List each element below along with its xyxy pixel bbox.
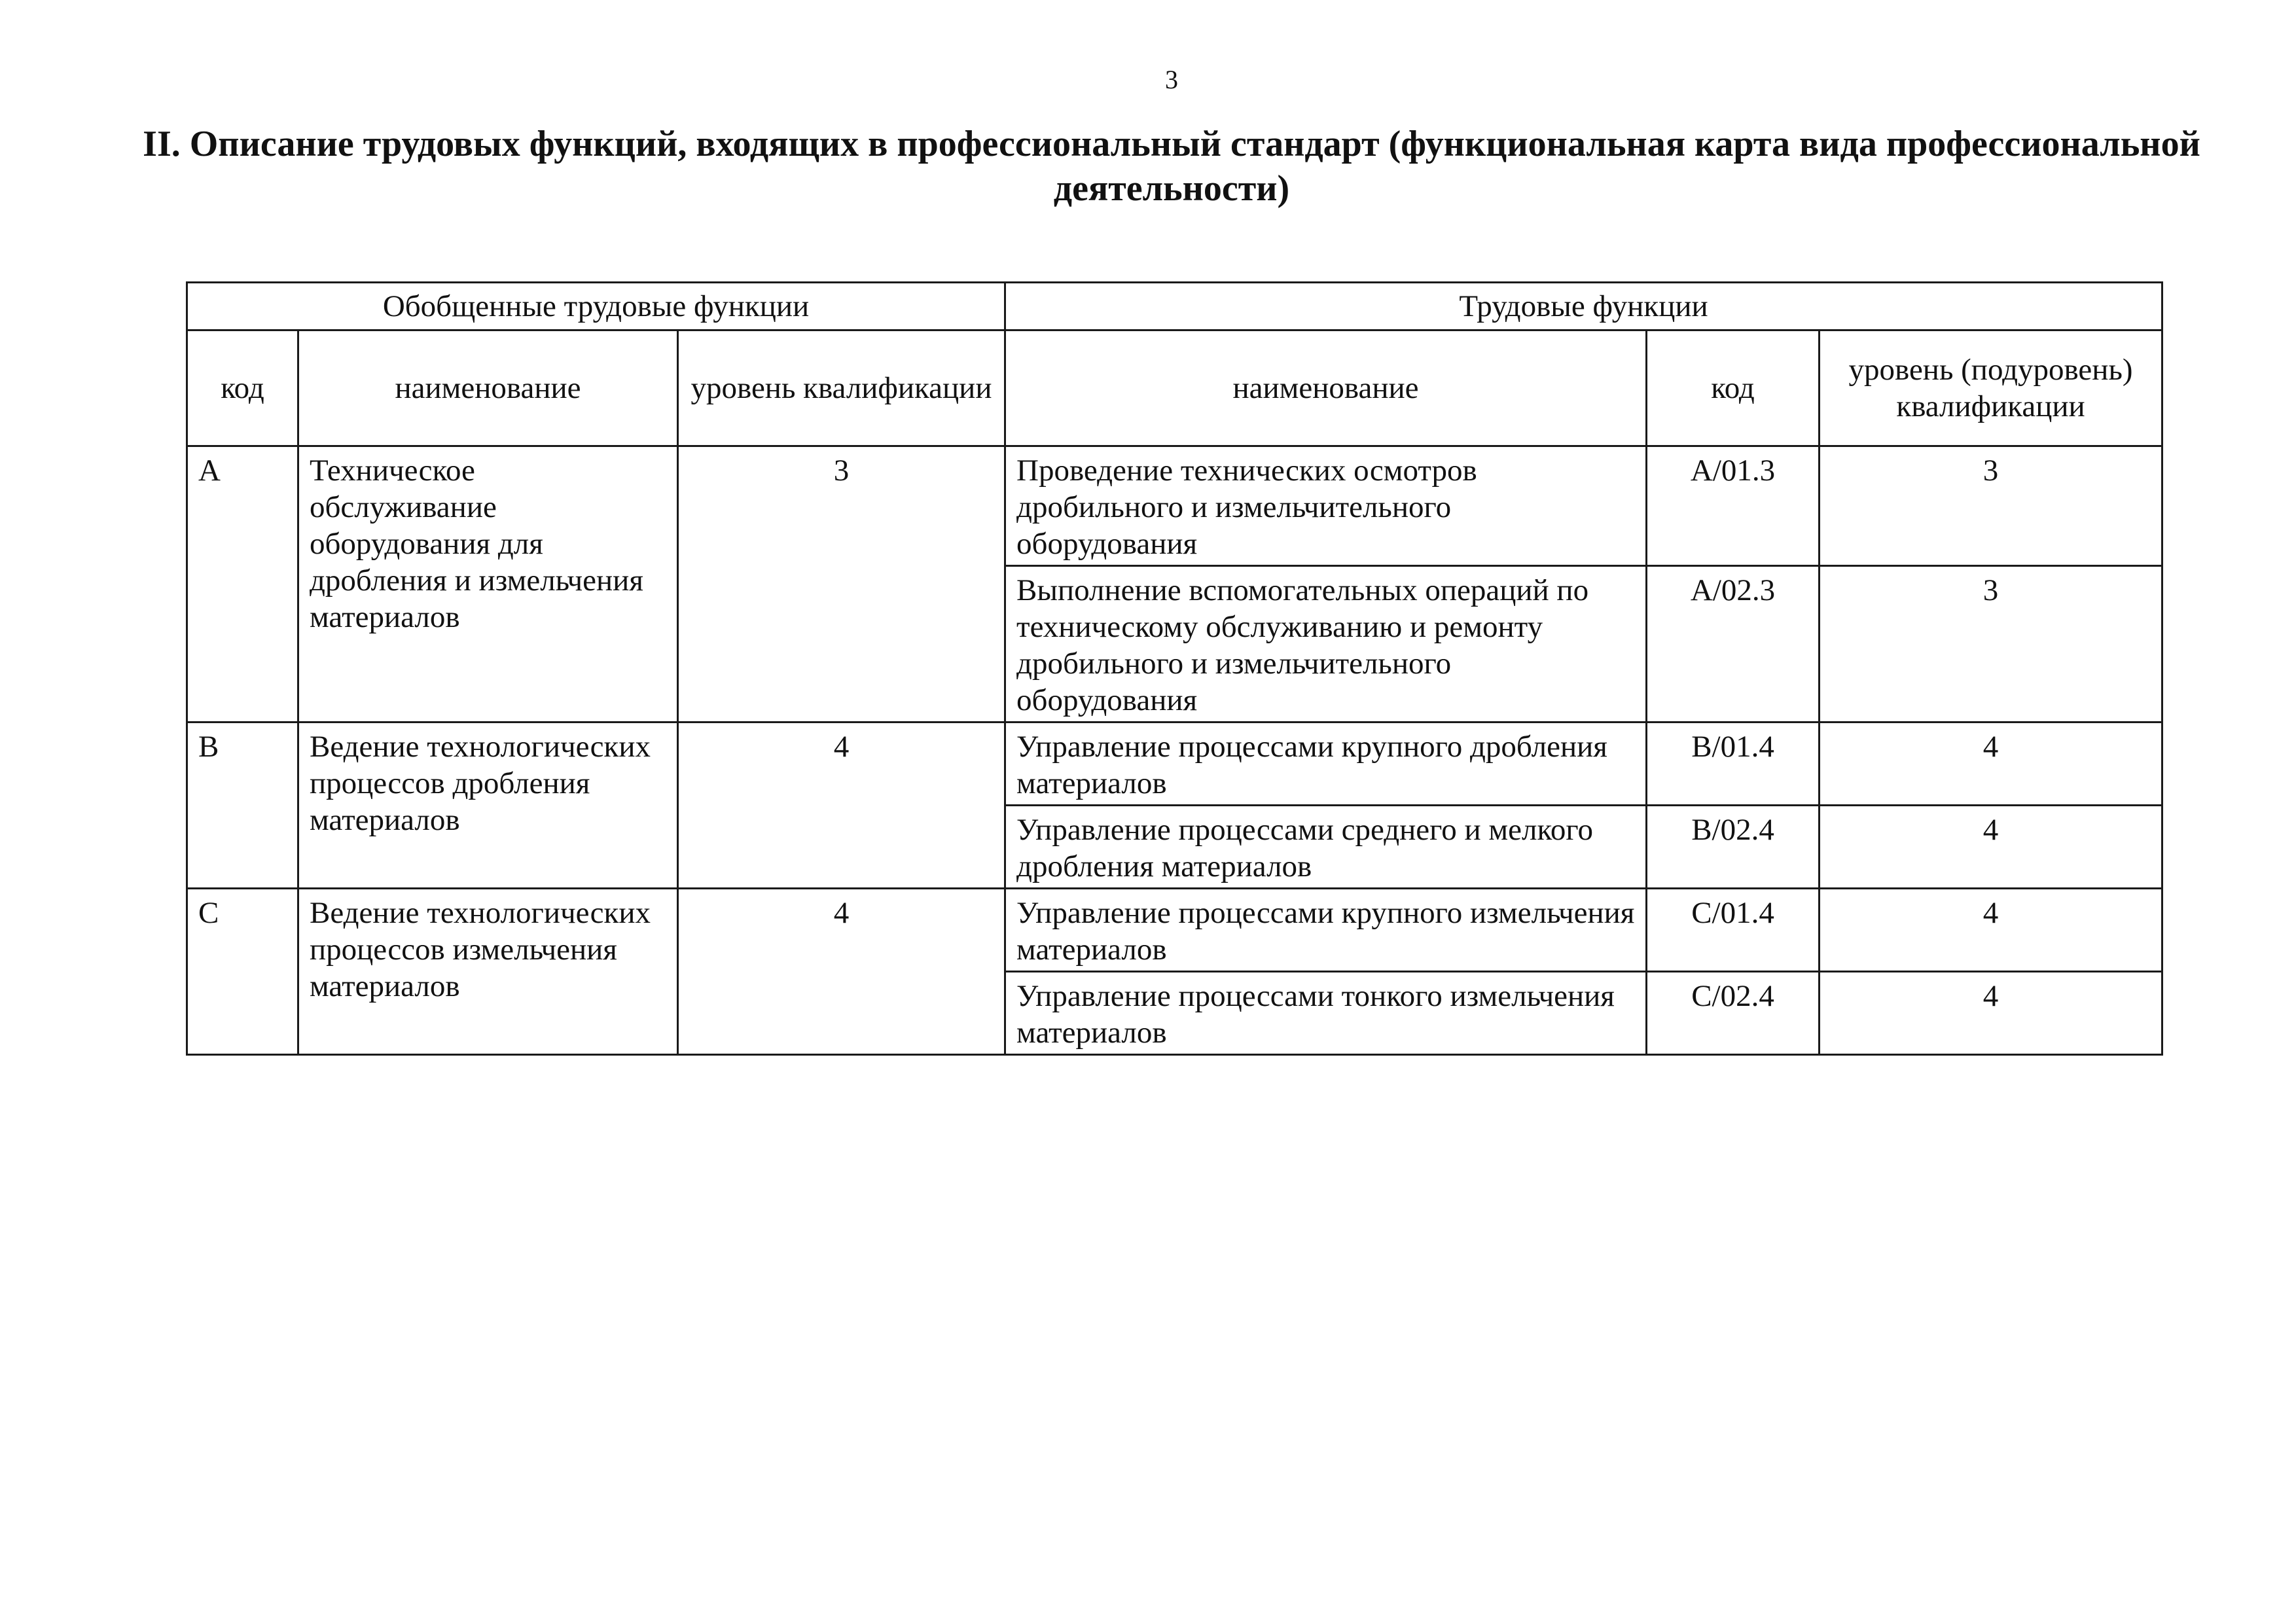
ogf-name-cell: Ведение технологических процессов измельчения материалов bbox=[298, 889, 678, 1055]
tf-code-cell: B/01.4 bbox=[1647, 722, 1820, 806]
table-row bbox=[187, 446, 2162, 566]
col-ogf-code: код bbox=[187, 330, 298, 446]
ogf-name-cell: Ведение технологических процессов дробления материалов bbox=[298, 722, 678, 889]
tf-level-cell: 4 bbox=[1820, 806, 2162, 889]
ogf-level-cell: 4 bbox=[678, 722, 1005, 889]
header-generalized-functions: Обобщенные трудовые функции bbox=[187, 283, 1005, 330]
tf-level-cell: 4 bbox=[1820, 889, 2162, 972]
col-tf-name: наименование bbox=[1005, 330, 1647, 446]
ogf-code-cell: C bbox=[187, 889, 298, 1055]
tf-name-cell: Управление процессами крупного дробления материалов bbox=[1005, 722, 1647, 806]
tf-name-cell: Проведение технических осмотров дробильного и измельчительного оборудования bbox=[1005, 446, 1647, 566]
table-row bbox=[187, 889, 2162, 972]
tf-level-cell: 4 bbox=[1820, 722, 2162, 806]
tf-name-cell: Управление процессами крупного измельчения материалов bbox=[1005, 889, 1647, 972]
ogf-level-cell: 4 bbox=[678, 889, 1005, 1055]
ogf-code-cell: B bbox=[187, 722, 298, 889]
col-ogf-name: наименование bbox=[298, 330, 678, 446]
group-header-row bbox=[187, 283, 2162, 330]
tf-name-cell: Управление процессами среднего и мелкого дробления материалов bbox=[1005, 806, 1647, 889]
tf-code-cell: C/01.4 bbox=[1647, 889, 1820, 972]
ogf-name-cell: Техническое обслуживание оборудования для дробления и измельчения материалов bbox=[298, 446, 678, 722]
col-tf-code: код bbox=[1647, 330, 1820, 446]
tf-name-cell: Управление процессами тонкого измельчения материалов bbox=[1005, 972, 1647, 1055]
section-title: II. Описание трудовых функций, входящих в профессиональный стандарт (функциональная карта вида профессиональной деятельности) bbox=[143, 124, 2200, 209]
tf-name-cell: Выполнение вспомогательных операций по техническому обслуживанию и ремонту дробильного и измельчительного оборудования bbox=[1005, 566, 1647, 722]
ogf-level-cell: 3 bbox=[678, 446, 1005, 722]
column-header-row bbox=[187, 330, 2162, 446]
tf-code-cell: C/02.4 bbox=[1647, 972, 1820, 1055]
table-row bbox=[187, 722, 2162, 806]
tf-code-cell: A/02.3 bbox=[1647, 566, 1820, 722]
tf-level-cell: 3 bbox=[1820, 566, 2162, 722]
header-labor-functions: Трудовые функции bbox=[1005, 283, 2162, 330]
tf-code-cell: B/02.4 bbox=[1647, 806, 1820, 889]
tf-code-cell: A/01.3 bbox=[1647, 446, 1820, 566]
page-number: 3 bbox=[1165, 65, 1178, 94]
tf-level-cell: 3 bbox=[1820, 446, 2162, 566]
col-tf-level: уровень (подуровень) квалификации bbox=[1820, 330, 2162, 446]
ogf-code-cell: A bbox=[187, 446, 298, 722]
functional-map-table bbox=[186, 281, 2163, 1056]
col-ogf-level: уровень квалификации bbox=[678, 330, 1005, 446]
tf-level-cell: 4 bbox=[1820, 972, 2162, 1055]
